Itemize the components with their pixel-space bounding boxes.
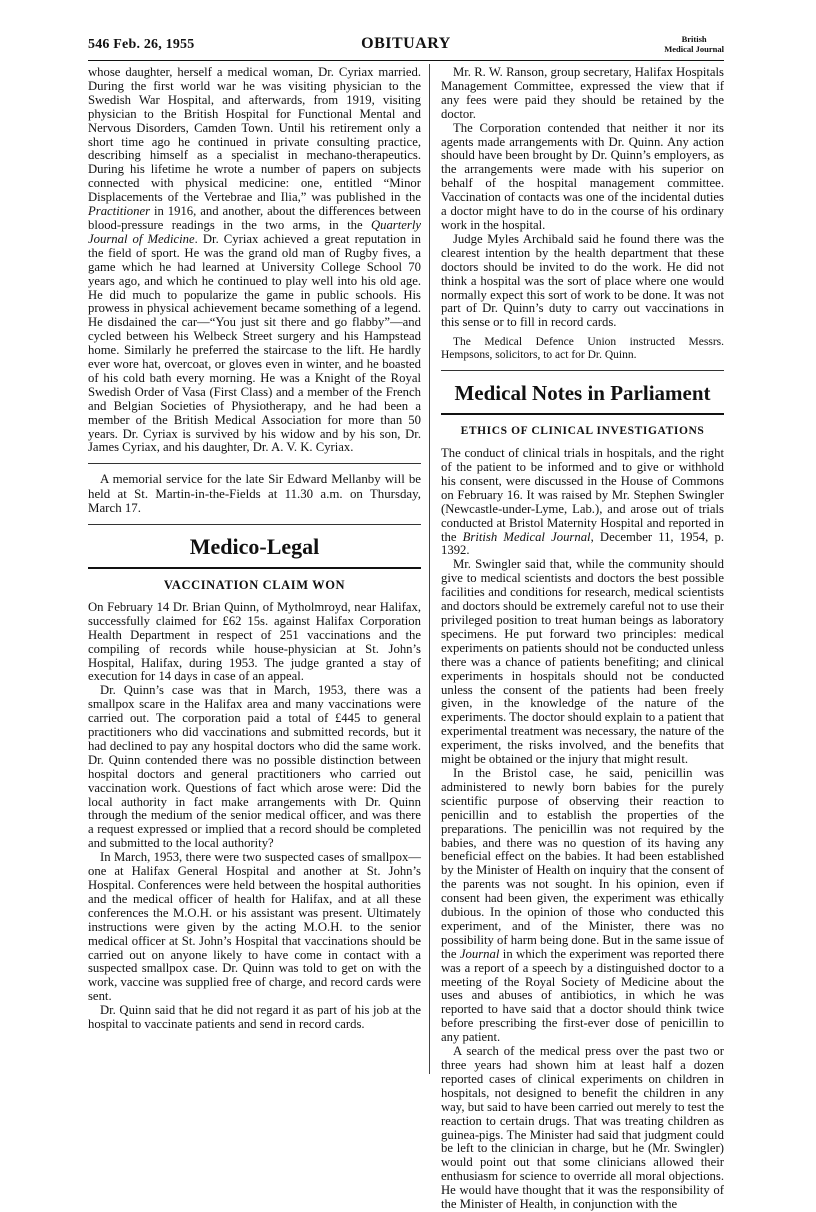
journal-title-italic: Journal [459, 946, 500, 961]
parliament-paragraph: Mr. Swingler said that, while the community should give to medical scientists and doctors the best possible facilities and conditions for research, medical scientists and doctors should be extremely careful not to use their privileged position to treat human beings as laboratory specimens. He put forward two principles: medical experiments on patients should not be conducted unless there was a chance of patients benefiting; and clinical experiments in hospitals should not be conducted unless the consent of the patients had been freely given, in the knowledge of the nature of the experiments. The doctor should explain to a patient that experimental treatment was necessary, the nature of the experiment, the risks involved, and the benefits that might be obtained or the injury that might result. [441, 557, 724, 767]
divider [88, 524, 421, 525]
section-rule [441, 413, 724, 415]
medico-legal-paragraph: On February 14 Dr. Brian Quinn, of Mytholmroyd, near Halifax, successfully claimed for £62 15s. against Halifax Corporation Health Department in respect of 251 vaccinations and the compiling of records while house-physician at St. John’s Hospital, Halifax, during 1953. The judge granted a stay of execution for 14 days in case of an appeal. [88, 599, 421, 684]
parliament-paragraph: A search of the medical press over the past two or three years had shown him at least half a dozen reported cases of clinical experiments on children in hospitals, not designed to benefit the children in any way, but said to have been carried out merely to test the reaction to certain drugs. That was treating children as guinea-pigs. The Minister had said that judgment could be left to the clinician in charge, but he (Mr. Swingler) would point out that some clinicians allowed their enthusiasm for science to override all moral objections. He would have thought that it was the responsibility of the Minister of Health, in conjunction with the [441, 1044, 724, 1212]
right-column [441, 66, 724, 1212]
parliament-title: Medical Notes in Parliament [454, 381, 711, 406]
medico-legal-paragraph: Judge Myles Archibald said he found there was the clearest intention by the health department that these doctors should be invited to do the work. He did not think a hospital was the sort of place where one would normally expect this sort of work to be done. It was not part of Dr. Quinn’s duty to carry out vaccinations in this sense or to fill in record cards. [441, 231, 724, 330]
left-column [88, 66, 421, 1032]
parliament-paragraph: The conduct of clinical trials in hospitals, and the right of the patient to be informed and to give or withhold his consent, were discussed in the House of Commons on February 16. It was raised by Mr. Stephen Swingler (Newcastle-under-Lyme, Lab.), and arose out of trials conducted at Bristol Maternity Hospital and reported in the British Medical Journal, December 11, 1954, p. 1392. [441, 446, 724, 558]
medico-legal-title: Medico-Legal [189, 533, 320, 559]
defence-union-note: The Medical Defence Union instructed Messrs. Hempsons, solicitors, to act for Dr. Quinn. [441, 336, 724, 362]
medico-legal-paragraph: Mr. R. W. Ranson, group secretary, Halifax Hospitals Management Committee, expressed the view that if any fees were paid they should be retained by the doctor. [441, 65, 724, 121]
medico-legal-paragraph: Dr. Quinn said that he did not regard it as part of his job at the hospital to vaccinate patients and send in record cards. [88, 1003, 421, 1032]
medico-legal-paragraph: The Corporation contended that neither it nor its agents made arrangements with Dr. Quinn. Any action should have been brought by Dr. Quinn’s employers, as the arrangements were made with his superior on behalf of the hospital management committee. Vaccination of contacts was one of the incidental duties a doctor might have to do in the course of his ordinary work in the hospital. [441, 120, 724, 232]
section-rule [88, 567, 421, 569]
page-header [88, 34, 724, 60]
divider [441, 370, 724, 371]
medico-legal-paragraph: In March, 1953, there were two suspected cases of smallpox—one at Halifax General Hospital and another at St. John’s Hospital. Conferences were held between the hospital authorities and the medical officer of health for Halifax, and at all these conferences the M.O.H. or his assistant was present. Ultimately instructions were given by the acting M.O.H. to the senior medical officer at St. John’s Hospital that vaccinations should be carried out on anyone likely to have come in contact with a suspected smallpox case. Dr. Quinn was told to get on with the work, vaccine was supplied free of charge, and record cards were sent. [88, 850, 421, 1004]
journal-title-italic: Practitioner [88, 204, 151, 219]
journal-name-line2: Medical Journal [664, 44, 724, 54]
journal-title-italic: Quarterly Journal of Medicine [88, 217, 421, 246]
journal-name-line1: British [681, 34, 707, 44]
journal-title-italic: British Medical Journal [462, 529, 591, 544]
section-name: OBITUARY [361, 35, 451, 52]
medico-legal-paragraph: Dr. Quinn’s case was that in March, 1953, there was a smallpox scare in the Halifax area and many vaccinations were carried out. The corporation paid a total of £445 to general practitioners who did vaccinations and submitted records, but it had declined to pay any hospital doctors who did the same work. Dr. Quinn contended there was no possible distinction between hospital doctors and general practitioners who carried out vaccination work. Questions of fact which arose were: Did the local authority in fact make arrangements with Dr. Quinn through the medium of the senior medical officer, and was there a request expressed or implied that a record should be completed and submitted to the local authority? [88, 683, 421, 851]
header-rule [88, 60, 724, 61]
obituary-paragraph: whose daughter, herself a medical woman, Dr. Cyriax married. During the first world war he was visiting physician to the Swedish War Hospital, and afterwards, from 1919, visiting physician to the British Hospital for Functional Mental and Nervous Disorders, Camden Town. Until his retirement only a short time ago he continued in private consulting practice, describing himself as a specialist in mechano-therapeutics. During his lifetime he wrote a number of papers on subjects connected with physical medicine: one, entitled “Minor Displacements of the Vertebrae and Ilia,” was published in the Practitioner in 1916, and another, about the differences between blood-pressure readings in the two arms, in the Quarterly Journal of Medicine. Dr. Cyriax achieved a great reputation in the field of sport. He was the grand old man of Rugby fives, a game which he had learned at University College School 70 years ago, and which he continued to play well into his old age. He did much to popularize the game in public schools. His prowess in physical achievement became something of a legend. He disdained the car—“You just sit there and go flabby”—and cycled between his Welbeck Street surgery and his Hampstead home. Similarly he preferred the staircase to the lift. He hardly ever wore hat, overcoat, or gloves even in winter, and he boasted of his cold bath every morning. He was a Knight of the Royal Swedish Order of Vasa (First Class) and a member of the French and Belgian Societies of Physiotherapy, and he had been a member of the British Medical Association for more than 50 years. Dr. Cyriax is survived by his widow and by his son, Dr. James Cyriax, and his daughter, Dr. A. V. K. Cyriax. [88, 65, 421, 455]
journal-name [664, 34, 724, 54]
memorial-notice: A memorial service for the late Sir Edward Mellanby will be held at St. Martin-in-the-Fields at 11.30 a.m. on Thursday, March 17. [88, 472, 421, 515]
vaccination-claim-heading: VACCINATION CLAIM WON [163, 577, 346, 592]
parliament-paragraph: In the Bristol case, he said, penicillin was administered to newly born babies for the purely scientific purpose of observing their reaction to penicillin and to establish the properties of the preparations. The penicillin was not required by the babies, and there was no question of its having any beneficial effect on the babies. It had been established by the Minister of Health on inquiry that the consent of the parents was not sought. In his opinion, even if consent had been given, the experiment was ethically dubious. In the opinion of those who conducted this experiment, and of the Minister, there was no possibility of harm being done. But in the same issue of the Journal in which the experiment was reported there was a report of a speech by a distinguished doctor to a meeting of the Royal Society of Medicine about the uses and abuses of antibiotics, in which he was reported to have said that a doctor should think twice before prescribing the first-ever dose of penicillin to any patient. [441, 765, 724, 1045]
divider [88, 463, 421, 464]
page-number-date: 546 Feb. 26, 1955 [88, 37, 195, 52]
clinical-ethics-heading: ETHICS OF CLINICAL INVESTIGATIONS [460, 425, 705, 438]
column-divider [429, 64, 430, 1074]
